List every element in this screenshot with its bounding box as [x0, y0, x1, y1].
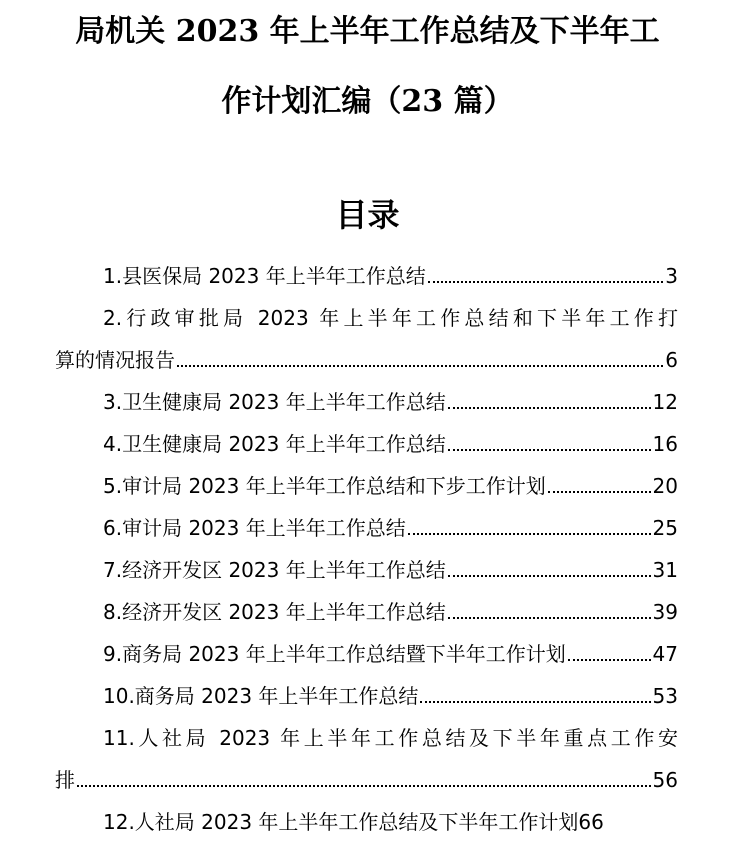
toc-leader-dots: [177, 364, 663, 367]
toc-entry-page: 47: [652, 642, 678, 666]
toc-entry-3[interactable]: [55, 386, 678, 416]
toc-entry-8[interactable]: [55, 596, 678, 626]
toc-entry-page: 6: [665, 348, 678, 372]
toc-entry-title: 1.县医保局 2023 年上半年工作总结: [103, 264, 426, 288]
toc-entry-5[interactable]: [55, 470, 678, 500]
toc-entry-page: 25: [652, 516, 678, 540]
toc-entry-title: 10.商务局 2023 年上半年工作总结: [103, 684, 419, 708]
toc-entry-title: 7.经济开发区 2023 年上半年工作总结: [103, 558, 446, 582]
toc-entry-page: 56: [652, 768, 678, 792]
toc-entry-page: 39: [652, 600, 678, 624]
toc-leader-dots: [428, 280, 664, 283]
toc-entry-10[interactable]: [55, 680, 678, 710]
document-title-line-2: 作计划汇编（23 篇）: [221, 84, 514, 119]
toc-leader-dots: [448, 406, 651, 409]
toc-entry-1[interactable]: [55, 260, 678, 290]
toc-entry-title: 11.人社局 2023 年上半年工作总结及下半年重点工作安: [103, 726, 678, 750]
toc-entry-title: 6.审计局 2023 年上半年工作总结: [103, 516, 406, 540]
toc-entry-page: 16: [652, 432, 678, 456]
toc-entry-6[interactable]: [55, 512, 678, 542]
toc-entry-title: 12.人社局 2023 年上半年工作总结及下半年工作计划: [103, 810, 579, 834]
toc-entry-page: 66: [578, 810, 604, 834]
toc-leader-dots: [77, 784, 651, 787]
toc-entry-title: 2.行政审批局 2023 年上半年工作总结和下半年工作打: [103, 306, 678, 330]
toc-entry-title-continuation: 排: [55, 768, 75, 792]
toc-leader-dots: [408, 532, 651, 535]
toc-leader-dots: [420, 700, 650, 703]
toc-leader-dots: [448, 448, 651, 451]
toc-leader-dots: [448, 616, 651, 619]
toc-entry-2[interactable]: [55, 302, 678, 332]
toc-entry-11-continuation[interactable]: [55, 764, 678, 794]
toc-leader-dots: [448, 574, 651, 577]
toc-entry-2-continuation[interactable]: [55, 344, 678, 374]
toc-entry-9[interactable]: [55, 638, 678, 668]
toc-entry-title: 8.经济开发区 2023 年上半年工作总结: [103, 600, 446, 624]
toc-entry-title: 5.审计局 2023 年上半年工作总结和下步工作计划: [103, 474, 546, 498]
toc-entry-11[interactable]: [55, 722, 678, 752]
toc-entry-title: 9.商务局 2023 年上半年工作总结暨下半年工作计划: [103, 642, 566, 666]
toc-heading: 目录: [335, 196, 400, 234]
toc-entry-12[interactable]: [55, 806, 678, 836]
document-title-line-1: 局机关 2023 年上半年工作总结及下半年工: [75, 14, 660, 49]
toc-leader-dots: [548, 490, 651, 493]
toc-entry-title: 3.卫生健康局 2023 年上半年工作总结: [103, 390, 446, 414]
toc-entry-page: 3: [665, 264, 678, 288]
toc-entry-7[interactable]: [55, 554, 678, 584]
toc-entry-page: 53: [652, 684, 678, 708]
toc-entry-page: 12: [652, 390, 678, 414]
toc-entry-title: 4.卫生健康局 2023 年上半年工作总结: [103, 432, 446, 456]
toc-leader-dots: [568, 658, 651, 661]
toc-entry-title-continuation: 算的情况报告: [55, 348, 175, 372]
toc-entry-4[interactable]: [55, 428, 678, 458]
toc-entry-page: 31: [652, 558, 678, 582]
toc-entry-page: 20: [652, 474, 678, 498]
